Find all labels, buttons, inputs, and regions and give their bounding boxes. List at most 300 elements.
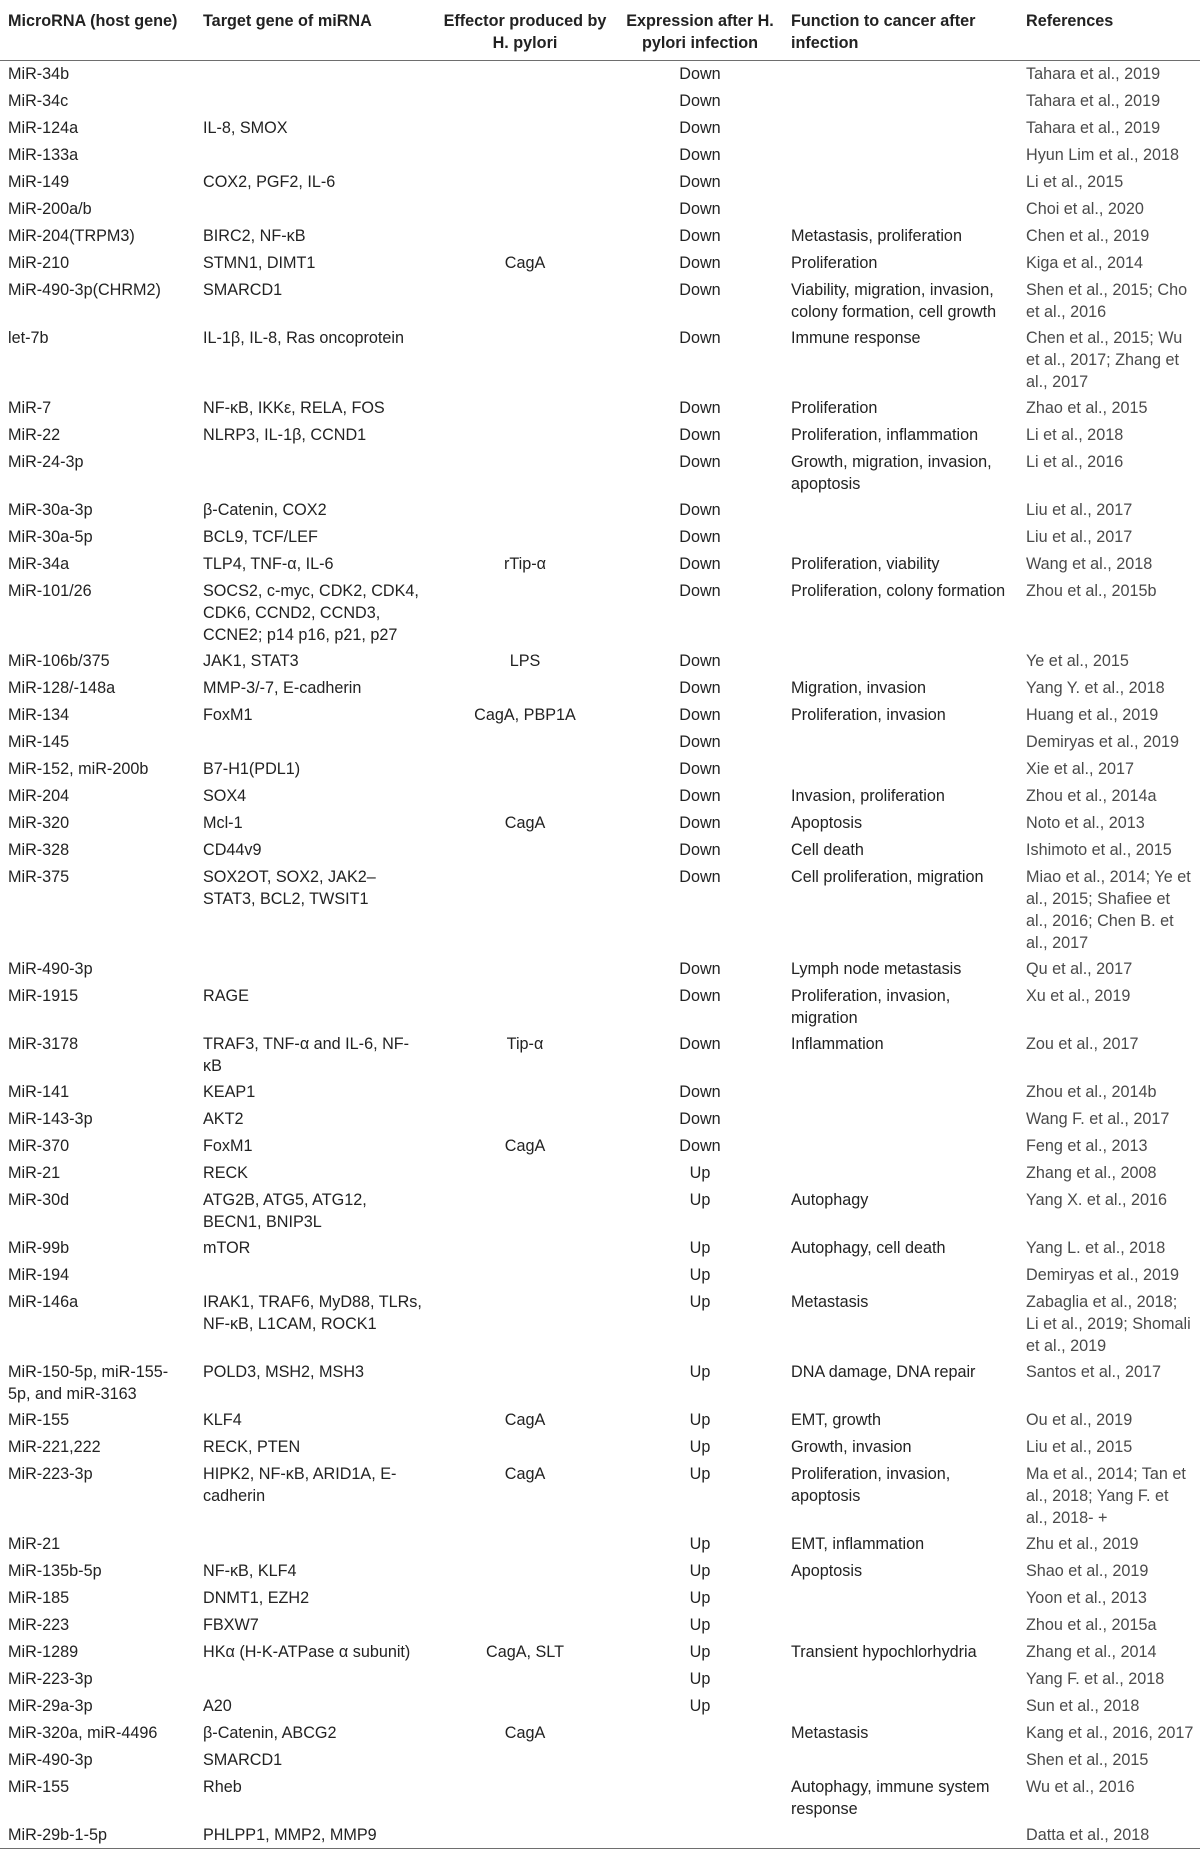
cell-expression: Down — [679, 280, 721, 299]
table-row — [0, 1822, 1200, 1849]
cell-microrna: MiR-370 — [8, 1136, 70, 1155]
cell-expression: Down — [679, 452, 721, 471]
cell-expression: Down — [679, 1109, 721, 1128]
cell-function: Proliferation, colony formation — [791, 581, 1006, 600]
cell-target-gene: STMN1, DIMT1 — [203, 253, 316, 272]
cell-microrna: MiR-490-3p(CHRM2) — [8, 280, 161, 299]
cell-reference: Liu et al., 2017 — [1026, 500, 1133, 519]
cell-effector — [433, 1585, 615, 1612]
cell-function: Metastasis, proliferation — [791, 226, 962, 245]
cell-effector — [433, 1359, 615, 1407]
cell-function — [783, 142, 1018, 169]
cell-microrna: let-7b — [8, 328, 49, 347]
table-row — [0, 1639, 1200, 1666]
cell-expression: Up — [689, 1464, 711, 1483]
table-row — [0, 1531, 1200, 1558]
cell-reference: Li et al., 2016 — [1026, 452, 1124, 471]
cell-target-gene: JAK1, STAT3 — [203, 651, 299, 670]
cell-microrna: MiR-7 — [8, 398, 52, 417]
cell-reference: Demiryas et al., 2019 — [1026, 732, 1179, 751]
table-row — [0, 325, 1200, 395]
cell-target-gene: Rheb — [203, 1777, 242, 1796]
cell-microrna: MiR-21 — [8, 1163, 61, 1182]
cell-expression: Up — [689, 1362, 711, 1381]
cell-reference: Qu et al., 2017 — [1026, 959, 1133, 978]
cell-target-gene: SOCS2, c-myc, CDK2, CDK4, CDK6, CCND2, CCND3, CCNE2; p14 p16, p21, p27 — [203, 581, 419, 644]
cell-expression: Down — [679, 398, 721, 417]
table-row — [0, 1774, 1200, 1822]
cell-effector — [433, 983, 615, 1031]
cell-microrna: MiR-200a/b — [8, 199, 92, 218]
cell-function: Autophagy — [791, 1190, 869, 1209]
cell-effector — [433, 1747, 615, 1774]
cell-reference: Huang et al., 2019 — [1026, 705, 1159, 724]
cell-expression: Down — [679, 759, 721, 778]
cell-target-gene — [195, 196, 433, 223]
table-row — [0, 1359, 1200, 1407]
cell-function: Metastasis — [791, 1292, 869, 1311]
cell-microrna: MiR-34b — [8, 65, 70, 83]
cell-function — [783, 1693, 1018, 1720]
cell-function — [783, 196, 1018, 223]
cell-target-gene: mTOR — [203, 1238, 251, 1257]
cell-microrna: MiR-320a, miR-4496 — [8, 1723, 158, 1742]
cell-function: Growth, invasion — [791, 1437, 912, 1456]
cell-effector: LPS — [509, 651, 541, 670]
cell-expression: Down — [679, 813, 721, 832]
cell-target-gene — [195, 1531, 433, 1558]
cell-expression: Down — [679, 959, 721, 978]
cell-function: Proliferation, inflammation — [791, 425, 979, 444]
cell-function: Cell death — [791, 840, 864, 859]
cell-target-gene: RECK, PTEN — [203, 1437, 301, 1456]
cell-microrna: MiR-1289 — [8, 1642, 79, 1661]
cell-microrna: MiR-124a — [8, 118, 79, 137]
table-row — [0, 1106, 1200, 1133]
cell-microrna: MiR-21 — [8, 1534, 61, 1553]
cell-reference: Zhou et al., 2014b — [1026, 1082, 1157, 1101]
cell-effector: CagA, PBP1A — [474, 705, 576, 724]
cell-target-gene: KLF4 — [203, 1410, 242, 1429]
table-row — [0, 115, 1200, 142]
cell-function — [783, 115, 1018, 142]
cell-reference: Yang Y. et al., 2018 — [1026, 678, 1165, 697]
cell-function: Growth, migration, invasion, apoptosis — [791, 452, 992, 493]
cell-effector — [433, 422, 615, 449]
cell-reference: Xu et al., 2019 — [1026, 986, 1131, 1005]
cell-reference: Tahara et al., 2019 — [1026, 65, 1161, 83]
cell-reference: Noto et al., 2013 — [1026, 813, 1145, 832]
cell-function: Autophagy, cell death — [791, 1238, 946, 1257]
table-row — [0, 578, 1200, 648]
cell-function: EMT, inflammation — [791, 1534, 925, 1553]
table-row — [0, 810, 1200, 837]
header-references: References — [1026, 12, 1114, 30]
table-row — [0, 196, 1200, 223]
cell-reference: Zabaglia et al., 2018; Li et al., 2019; Shomali et al., 2019 — [1026, 1292, 1191, 1355]
cell-effector — [433, 783, 615, 810]
table-row — [0, 1434, 1200, 1461]
table-row — [0, 1407, 1200, 1434]
table-row — [0, 1289, 1200, 1359]
cell-microrna: MiR-99b — [8, 1238, 70, 1257]
table-row — [0, 1031, 1200, 1079]
cell-function: Apoptosis — [791, 813, 863, 832]
cell-function: Immune response — [791, 328, 921, 347]
table-row — [0, 1187, 1200, 1235]
cell-target-gene: SOX4 — [203, 786, 247, 805]
table-header — [0, 0, 1200, 61]
cell-effector: Tip-α — [506, 1034, 544, 1053]
cell-reference: Wang F. et al., 2017 — [1026, 1109, 1170, 1128]
table-row — [0, 783, 1200, 810]
cell-effector — [433, 864, 615, 956]
cell-microrna: MiR-223-3p — [8, 1669, 93, 1688]
cell-reference: Zhu et al., 2019 — [1026, 1534, 1139, 1553]
cell-effector: rTip-α — [503, 554, 547, 573]
cell-microrna: MiR-30d — [8, 1190, 70, 1209]
cell-effector — [433, 729, 615, 756]
cell-expression: Up — [689, 1163, 711, 1182]
cell-target-gene: β-Catenin, COX2 — [203, 500, 327, 519]
cell-target-gene: BCL9, TCF/LEF — [203, 527, 318, 546]
cell-microrna: MiR-149 — [8, 172, 70, 191]
cell-target-gene — [195, 88, 433, 115]
cell-reference: Yang X. et al., 2016 — [1026, 1190, 1167, 1209]
cell-effector — [433, 61, 615, 88]
cell-expression: Down — [679, 253, 721, 272]
cell-function: Viability, migration, invasion, colony formation, cell growth — [791, 280, 997, 321]
cell-microrna: MiR-490-3p — [8, 959, 93, 978]
cell-target-gene: Mcl-1 — [203, 813, 243, 832]
cell-function: Metastasis — [791, 1723, 869, 1742]
cell-expression: Up — [689, 1669, 711, 1688]
cell-reference: Zou et al., 2017 — [1026, 1034, 1139, 1053]
cell-function: Invasion, proliferation — [791, 786, 945, 805]
cell-effector — [433, 277, 615, 325]
cell-target-gene: CD44v9 — [203, 840, 262, 859]
table-row — [0, 1720, 1200, 1747]
cell-target-gene: COX2, PGF2, IL-6 — [203, 172, 336, 191]
cell-microrna: MiR-320 — [8, 813, 70, 832]
cell-function: Autophagy, immune system response — [791, 1777, 990, 1818]
cell-target-gene: B7-H1(PDL1) — [203, 759, 301, 778]
cell-target-gene: SOX2OT, SOX2, JAK2–STAT3, BCL2, TWSIT1 — [203, 867, 376, 908]
table-row — [0, 395, 1200, 422]
cell-microrna: MiR-34a — [8, 554, 70, 573]
cell-reference: Demiryas et al., 2019 — [1026, 1265, 1179, 1284]
cell-microrna: MiR-223 — [8, 1615, 70, 1634]
cell-reference: Wang et al., 2018 — [1026, 554, 1153, 573]
table-row — [0, 1558, 1200, 1585]
cell-target-gene: ATG2B, ATG5, ATG12, BECN1, BNIP3L — [203, 1190, 367, 1231]
cell-function — [783, 1106, 1018, 1133]
cell-function — [783, 1612, 1018, 1639]
cell-target-gene — [195, 729, 433, 756]
cell-target-gene: IL-1β, IL-8, Ras oncoprotein — [203, 328, 404, 347]
cell-function: Proliferation, viability — [791, 554, 940, 573]
header-target-gene: Target gene of miRNA — [203, 12, 372, 30]
cell-expression: Up — [689, 1292, 711, 1311]
cell-effector: CagA — [504, 1410, 546, 1429]
cell-reference: Miao et al., 2014; Ye et al., 2015; Shafiee et al., 2016; Chen B. et al., 2017 — [1026, 867, 1191, 952]
cell-reference: Sun et al., 2018 — [1026, 1696, 1140, 1715]
table-body — [0, 61, 1200, 1849]
cell-microrna: MiR-30a-3p — [8, 500, 93, 519]
cell-expression: Up — [689, 1238, 711, 1257]
table-row — [0, 1612, 1200, 1639]
cell-expression: Down — [679, 527, 721, 546]
cell-reference: Datta et al., 2018 — [1026, 1825, 1150, 1844]
cell-target-gene: SMARCD1 — [203, 280, 283, 299]
table-row — [0, 277, 1200, 325]
cell-microrna: MiR-141 — [8, 1082, 70, 1101]
cell-microrna: MiR-143-3p — [8, 1109, 93, 1128]
cell-reference: Wu et al., 2016 — [1026, 1777, 1135, 1796]
table-row — [0, 1160, 1200, 1187]
table-row — [0, 1262, 1200, 1289]
table-row — [0, 648, 1200, 675]
cell-microrna: MiR-210 — [8, 253, 70, 272]
cell-effector — [433, 395, 615, 422]
cell-expression: Down — [679, 1136, 721, 1155]
table-row — [0, 422, 1200, 449]
table-row — [0, 223, 1200, 250]
cell-reference: Hyun Lim et al., 2018 — [1026, 145, 1179, 164]
cell-reference: Kang et al., 2016, 2017 — [1026, 1723, 1194, 1742]
cell-target-gene: IRAK1, TRAF6, MyD88, TLRs, NF-κB, L1CAM, ROCK1 — [203, 1292, 422, 1333]
cell-reference: Zhang et al., 2014 — [1026, 1642, 1157, 1661]
cell-reference: Li et al., 2018 — [1026, 425, 1124, 444]
cell-reference: Zhou et al., 2015a — [1026, 1615, 1157, 1634]
cell-reference: Ye et al., 2015 — [1026, 651, 1129, 670]
cell-effector: CagA — [504, 1464, 546, 1483]
cell-expression: Down — [679, 118, 721, 137]
cell-target-gene: BIRC2, NF-κB — [203, 226, 306, 245]
cell-target-gene: HIPK2, NF-κB, ARID1A, E-cadherin — [203, 1464, 397, 1505]
cell-expression: Down — [679, 199, 721, 218]
cell-reference: Yang F. et al., 2018 — [1026, 1669, 1165, 1688]
cell-expression: Up — [689, 1190, 711, 1209]
cell-function: Proliferation, invasion, migration — [791, 986, 951, 1027]
table-row — [0, 524, 1200, 551]
cell-microrna: MiR-152, miR-200b — [8, 759, 149, 778]
cell-expression: Down — [679, 554, 721, 573]
cell-microrna: MiR-133a — [8, 145, 79, 164]
cell-microrna: MiR-185 — [8, 1588, 70, 1607]
cell-microrna: MiR-1915 — [8, 986, 79, 1005]
cell-expression: Down — [679, 867, 721, 886]
cell-effector: CagA, SLT — [486, 1642, 564, 1661]
cell-target-gene: KEAP1 — [203, 1082, 256, 1101]
cell-target-gene: HKα (H-K-ATPase α subunit) — [203, 1642, 411, 1661]
cell-function — [783, 729, 1018, 756]
cell-effector — [433, 1079, 615, 1106]
table-row — [0, 1133, 1200, 1160]
cell-effector — [433, 449, 615, 497]
cell-target-gene: FoxM1 — [203, 1136, 253, 1155]
cell-function: Lymph node metastasis — [791, 959, 962, 978]
cell-expression: Down — [679, 840, 721, 859]
cell-target-gene: NLRP3, IL-1β, CCND1 — [203, 425, 367, 444]
cell-effector — [433, 169, 615, 196]
cell-effector: CagA — [504, 1723, 546, 1742]
cell-target-gene: POLD3, MSH2, MSH3 — [203, 1362, 365, 1381]
cell-function — [783, 756, 1018, 783]
cell-reference: Ma et al., 2014; Tan et al., 2018; Yang F. et al., 2018- + — [1026, 1464, 1186, 1527]
cell-effector: CagA — [504, 253, 546, 272]
cell-effector — [433, 497, 615, 524]
table-row — [0, 61, 1200, 88]
cell-effector — [433, 142, 615, 169]
cell-reference: Choi et al., 2020 — [1026, 199, 1144, 218]
cell-microrna: MiR-134 — [8, 705, 70, 724]
cell-microrna: MiR-155 — [8, 1410, 70, 1429]
cell-function — [783, 1262, 1018, 1289]
cell-microrna: MiR-223-3p — [8, 1464, 93, 1483]
cell-target-gene: NF-κB, IKKε, RELA, FOS — [203, 398, 385, 417]
cell-function: Migration, invasion — [791, 678, 926, 697]
cell-reference: Shen et al., 2015; Cho et al., 2016 — [1026, 280, 1188, 321]
cell-expression: Down — [679, 732, 721, 751]
cell-target-gene: IL-8, SMOX — [203, 118, 288, 137]
cell-microrna: MiR-29a-3p — [8, 1696, 93, 1715]
cell-effector — [433, 1262, 615, 1289]
table-row — [0, 449, 1200, 497]
cell-microrna: MiR-204 — [8, 786, 70, 805]
cell-expression: Down — [679, 500, 721, 519]
cell-function: Proliferation — [791, 253, 878, 272]
cell-target-gene: RECK — [203, 1163, 248, 1182]
cell-microrna: MiR-30a-5p — [8, 527, 93, 546]
cell-expression: Down — [679, 172, 721, 191]
cell-effector — [433, 578, 615, 648]
cell-expression — [615, 1774, 783, 1822]
table-row — [0, 702, 1200, 729]
cell-expression: Up — [689, 1534, 711, 1553]
cell-reference: Zhou et al., 2014a — [1026, 786, 1157, 805]
cell-function — [783, 1160, 1018, 1187]
cell-effector: CagA — [504, 1136, 546, 1155]
cell-function — [783, 1666, 1018, 1693]
cell-effector — [433, 1106, 615, 1133]
cell-microrna: MiR-194 — [8, 1265, 70, 1284]
cell-function: Inflammation — [791, 1034, 884, 1053]
cell-function: Apoptosis — [791, 1561, 863, 1580]
cell-function: Proliferation, invasion, apoptosis — [791, 1464, 951, 1505]
cell-function — [783, 497, 1018, 524]
cell-expression: Up — [689, 1642, 711, 1661]
cell-target-gene: FoxM1 — [203, 705, 253, 724]
cell-expression: Up — [689, 1410, 711, 1429]
cell-function: Transient hypochlorhydria — [791, 1642, 977, 1661]
cell-target-gene — [195, 1666, 433, 1693]
table-row — [0, 729, 1200, 756]
cell-effector — [433, 1160, 615, 1187]
table-row — [0, 983, 1200, 1031]
cell-expression: Down — [679, 1082, 721, 1101]
cell-reference: Shao et al., 2019 — [1026, 1561, 1149, 1580]
cell-expression: Down — [679, 986, 721, 1005]
cell-effector — [433, 1666, 615, 1693]
cell-microrna: MiR-221,222 — [8, 1437, 101, 1456]
cell-reference: Santos et al., 2017 — [1026, 1362, 1161, 1381]
cell-target-gene: PHLPP1, MMP2, MMP9 — [203, 1825, 377, 1844]
cell-reference: Ishimoto et al., 2015 — [1026, 840, 1172, 859]
cell-reference: Zhao et al., 2015 — [1026, 398, 1148, 417]
cell-expression: Up — [689, 1615, 711, 1634]
cell-target-gene: SMARCD1 — [203, 1750, 283, 1769]
cell-target-gene: AKT2 — [203, 1109, 244, 1128]
cell-function — [783, 61, 1018, 88]
cell-reference: Li et al., 2015 — [1026, 172, 1124, 191]
cell-expression: Down — [679, 678, 721, 697]
cell-effector — [433, 837, 615, 864]
cell-target-gene — [195, 61, 433, 88]
cell-expression — [615, 1822, 783, 1849]
cell-function — [783, 1822, 1018, 1849]
table-row — [0, 551, 1200, 578]
cell-expression: Down — [679, 425, 721, 444]
cell-target-gene: TRAF3, TNF-α and IL-6, NF-κB — [203, 1034, 410, 1075]
cell-effector — [433, 1434, 615, 1461]
cell-expression — [615, 1747, 783, 1774]
cell-reference: Liu et al., 2015 — [1026, 1437, 1133, 1456]
cell-expression: Down — [679, 581, 721, 600]
cell-function: Proliferation, invasion — [791, 705, 946, 724]
cell-effector — [433, 1612, 615, 1639]
cell-microrna: MiR-155 — [8, 1777, 70, 1796]
cell-effector — [433, 1693, 615, 1720]
cell-microrna: MiR-34c — [8, 91, 69, 110]
table-row — [0, 1079, 1200, 1106]
cell-target-gene: A20 — [203, 1696, 232, 1715]
cell-function: Proliferation — [791, 398, 878, 417]
cell-microrna: MiR-150-5p, miR-155-5p, and miR-3163 — [8, 1362, 169, 1403]
table-row — [0, 1585, 1200, 1612]
table-row — [0, 864, 1200, 956]
table-row — [0, 956, 1200, 983]
cell-microrna: MiR-24-3p — [8, 452, 84, 471]
cell-target-gene — [195, 449, 433, 497]
cell-effector — [433, 675, 615, 702]
cell-function — [783, 1747, 1018, 1774]
cell-target-gene: RAGE — [203, 986, 249, 1005]
cell-microrna: MiR-106b/375 — [8, 651, 110, 670]
cell-expression: Up — [689, 1265, 711, 1284]
cell-function — [783, 88, 1018, 115]
cell-expression: Up — [689, 1437, 711, 1456]
cell-function — [783, 1079, 1018, 1106]
cell-reference: Tahara et al., 2019 — [1026, 118, 1161, 137]
cell-target-gene: FBXW7 — [203, 1615, 259, 1634]
table-row — [0, 142, 1200, 169]
cell-expression: Down — [679, 91, 721, 110]
cell-target-gene — [195, 956, 433, 983]
table-row — [0, 88, 1200, 115]
cell-microrna: MiR-128/-148a — [8, 678, 116, 697]
cell-expression: Down — [679, 145, 721, 164]
cell-effector: CagA — [504, 813, 546, 832]
cell-microrna: MiR-29b-1-5p — [8, 1825, 107, 1844]
cell-microrna: MiR-328 — [8, 840, 70, 859]
table-row — [0, 1693, 1200, 1720]
cell-target-gene: TLP4, TNF-α, IL-6 — [203, 554, 334, 573]
cell-target-gene: DNMT1, EZH2 — [203, 1588, 310, 1607]
cell-effector — [433, 756, 615, 783]
cell-expression: Up — [689, 1588, 711, 1607]
cell-reference: Zhou et al., 2015b — [1026, 581, 1157, 600]
